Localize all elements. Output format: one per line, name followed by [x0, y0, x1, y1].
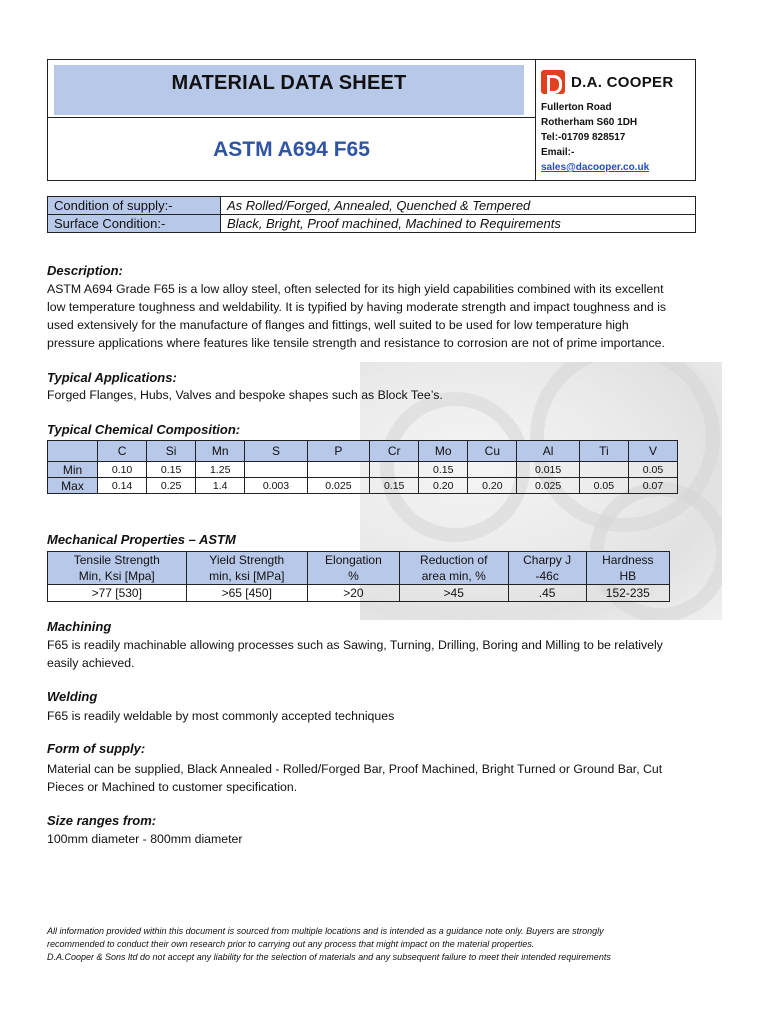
element-header: Ti — [579, 441, 628, 462]
property-header: Reduction of area min, % — [399, 552, 508, 585]
telephone: Tel:-01709 828517 — [541, 132, 626, 143]
description-heading: Description: — [47, 263, 123, 278]
property-header: Charpy J -46c — [508, 552, 586, 585]
table-row — [48, 462, 678, 478]
description-text — [47, 280, 719, 352]
property-header: Elongation % — [308, 552, 400, 585]
element-header: P — [307, 441, 369, 462]
table-cell — [579, 462, 628, 478]
table-cell: 0.05 — [628, 462, 677, 478]
element-header: Al — [517, 441, 579, 462]
size-text: 100mm diameter - 800mm diameter — [47, 832, 243, 846]
supply-value: As Rolled/Forged, Annealed, Quenched & Tempered — [221, 197, 696, 215]
mechanical-table — [47, 551, 670, 602]
table-cell: 1.25 — [196, 462, 245, 478]
property-header: Yield Strength min, ksi [MPa] — [186, 552, 307, 585]
table-cell — [370, 462, 419, 478]
table-row — [48, 585, 670, 602]
text-line: used extensively for the manufacture of flanges and fittings, well suited to be used for low temperature high — [47, 318, 629, 332]
element-header: S — [245, 441, 307, 462]
material-grade: ASTM A694 F65 — [213, 137, 370, 161]
element-header: Cr — [370, 441, 419, 462]
table-cell — [468, 462, 517, 478]
header-box — [47, 59, 696, 181]
welding-heading: Welding — [47, 689, 98, 704]
element-header: V — [628, 441, 677, 462]
table-cell: 0.10 — [98, 462, 147, 478]
applications-text: Forged Flanges, Hubs, Valves and bespoke shapes such as Block Tee’s. — [47, 388, 443, 402]
table-row — [48, 197, 696, 215]
supply-value: Black, Bright, Proof machined, Machined to Requirements — [221, 215, 696, 233]
header-title-area — [48, 60, 536, 180]
table-cell: 0.15 — [419, 462, 468, 478]
table-cell: 0.003 — [245, 478, 307, 494]
form-text — [47, 760, 719, 796]
row-label: Min — [48, 462, 98, 478]
chemical-table — [47, 440, 678, 494]
text-line: Material can be supplied, Black Annealed - Rolled/Forged Bar, Proof Machined, Bright Turned or Ground Bar, Cut — [47, 762, 663, 776]
page-title: MATERIAL DATA SHEET — [171, 72, 407, 94]
table-cell: 152-235 — [586, 585, 669, 602]
text-line: low temperature toughness and weldability. It is typified by having moderate strength and impact toughness and is — [47, 300, 667, 314]
row-label: Max — [48, 478, 98, 494]
table-cell: 0.015 — [517, 462, 579, 478]
dacooper-logo-icon — [541, 70, 565, 94]
table-cell: 0.14 — [98, 478, 147, 494]
address-line-2: Rotherham S60 1DH — [541, 117, 638, 128]
element-header: Mo — [419, 441, 468, 462]
text-line: Pieces or Machined to customer specification. — [47, 780, 298, 794]
table-cell: 0.20 — [468, 478, 517, 494]
mechanical-heading: Mechanical Properties – ASTM — [47, 532, 236, 547]
corner-cell — [48, 441, 98, 462]
table-cell: >45 — [399, 585, 508, 602]
address-line-1: Fullerton Road — [541, 102, 612, 113]
table-cell: >65 [450] — [186, 585, 307, 602]
table-row — [48, 478, 678, 494]
table-cell: >77 [530] — [48, 585, 187, 602]
chemical-heading: Typical Chemical Composition: — [47, 422, 241, 437]
applications-heading: Typical Applications: — [47, 370, 177, 385]
company-name: D.A. COOPER — [571, 73, 674, 91]
company-logo — [541, 70, 695, 94]
element-header: C — [98, 441, 147, 462]
table-row — [48, 215, 696, 233]
text-line: pressure applications where features like tensile strength and resistance to corrosion are not of prime importance. — [47, 336, 665, 350]
machining-heading: Machining — [47, 619, 112, 634]
table-cell — [307, 462, 369, 478]
table-cell: 0.025 — [517, 478, 579, 494]
supply-label: Condition of supply:- — [48, 197, 221, 215]
table-cell: 0.15 — [370, 478, 419, 494]
table-header-row — [48, 552, 670, 585]
table-cell: 0.025 — [307, 478, 369, 494]
size-heading: Size ranges from: — [47, 813, 157, 828]
disclaimer — [47, 925, 737, 964]
disclaimer-line: recommended to conduct their own research prior to carrying out any process that might impact on the material properties. — [47, 939, 535, 949]
welding-text: F65 is readily weldable by most commonly accepted techniques — [47, 709, 395, 723]
table-cell: .45 — [508, 585, 586, 602]
table-header-row — [48, 441, 678, 462]
property-header: Tensile Strength Min, Ksi [Mpa] — [48, 552, 187, 585]
table-cell: 0.07 — [628, 478, 677, 494]
element-header: Si — [147, 441, 196, 462]
supply-label: Surface Condition:- — [48, 215, 221, 233]
email-link[interactable]: sales@dacooper.co.uk — [541, 162, 650, 173]
element-header: Mn — [196, 441, 245, 462]
company-info — [536, 60, 695, 180]
text-line: F65 is readily machinable allowing processes such as Sawing, Turning, Drilling, Boring and Milling to be relatively — [47, 638, 663, 652]
title-banner — [54, 65, 524, 115]
table-cell: 0.25 — [147, 478, 196, 494]
table-cell: 0.05 — [579, 478, 628, 494]
machining-text — [47, 636, 719, 672]
disclaimer-line: D.A.Cooper & Sons ltd do not accept any liability for the selection of materials and any subsequent failure to meet their intended requirements — [47, 952, 611, 962]
supply-table — [47, 196, 696, 233]
table-cell: >20 — [308, 585, 400, 602]
disclaimer-line: All information provided within this document is sourced from multiple locations and is intended as a guidance note only. Buyers are strongly — [47, 926, 604, 936]
property-header: Hardness HB — [586, 552, 669, 585]
table-cell: 0.15 — [147, 462, 196, 478]
table-cell — [245, 462, 307, 478]
table-cell: 1.4 — [196, 478, 245, 494]
email-label: Email:- — [541, 147, 575, 158]
table-cell: 0.20 — [419, 478, 468, 494]
form-heading: Form of supply: — [47, 741, 146, 756]
text-line: ASTM A694 Grade F65 is a low alloy steel, often selected for its high yield capabilities combined with its excellent — [47, 282, 664, 296]
text-line: easily achieved. — [47, 656, 135, 670]
element-header: Cu — [468, 441, 517, 462]
